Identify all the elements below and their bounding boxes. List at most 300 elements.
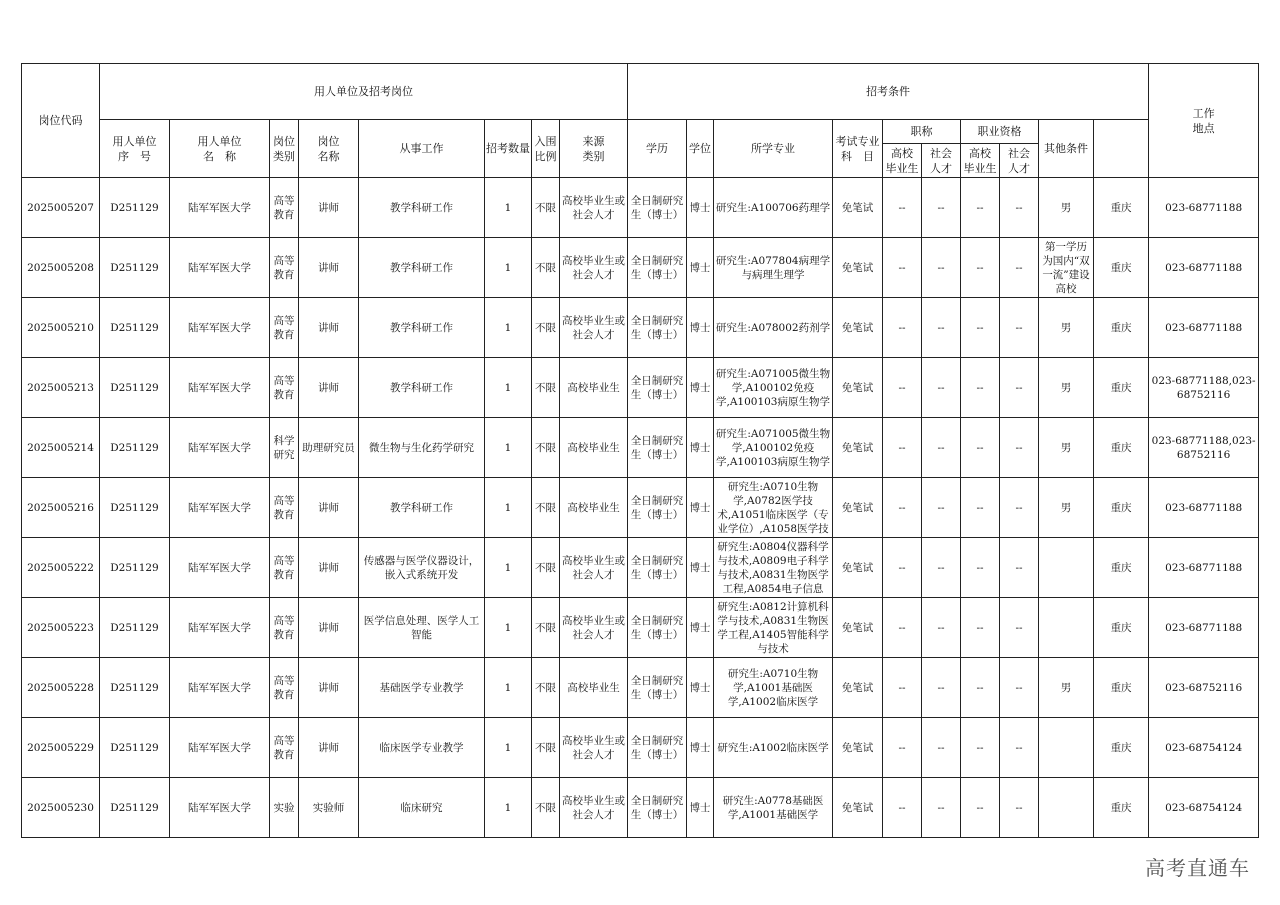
cell-employer-name-text: 陆军军医大学 bbox=[188, 201, 251, 214]
cell-employer-no-text: D251129 bbox=[110, 501, 159, 514]
cell-post-code-text: 2025005230 bbox=[27, 801, 94, 814]
cell-post-name-text: 讲师 bbox=[318, 381, 339, 394]
cell-employer-name bbox=[170, 418, 270, 478]
cell-qual-grad bbox=[961, 418, 1000, 478]
cell-work-place bbox=[1094, 418, 1149, 478]
header-qual-group: 职业资格 bbox=[961, 120, 1039, 144]
cell-exam-subject bbox=[833, 358, 883, 418]
cell-post-code-text: 2025005223 bbox=[27, 621, 94, 634]
cell-source bbox=[560, 238, 628, 298]
cell-title-social-text: -- bbox=[937, 201, 945, 214]
cell-qual-grad-text: -- bbox=[976, 201, 984, 214]
cell-qual-grad-text: -- bbox=[976, 321, 984, 334]
header-employer-no: 用人单位 序 号 bbox=[100, 120, 170, 178]
cell-education-text: 全日制研究生（博士） bbox=[630, 194, 684, 221]
cell-job-content bbox=[359, 238, 485, 298]
cell-job-content-text: 医学信息处理、医学人工智能 bbox=[363, 614, 480, 641]
cell-degree bbox=[687, 658, 714, 718]
cell-recruit-count-text: 1 bbox=[504, 561, 512, 574]
cell-other bbox=[1039, 298, 1094, 358]
cell-qual-grad bbox=[961, 298, 1000, 358]
cell-title-social bbox=[922, 718, 961, 778]
cell-phone-text: 023-68752116 bbox=[1165, 681, 1243, 694]
table-row bbox=[22, 418, 1259, 478]
cell-education bbox=[628, 478, 687, 538]
cell-education-text: 全日制研究生（博士） bbox=[630, 794, 684, 821]
cell-degree-text: 博士 bbox=[689, 681, 711, 694]
cell-post-code-text: 2025005213 bbox=[27, 381, 94, 394]
cell-title-social bbox=[922, 358, 961, 418]
cell-post-name-text: 助理研究员 bbox=[302, 441, 355, 454]
cell-other bbox=[1039, 718, 1094, 778]
cell-source-text: 高校毕业生或社会人才 bbox=[562, 734, 625, 761]
cell-post-category-text: 高等 教育 bbox=[273, 254, 295, 281]
cell-recruit-count-text: 1 bbox=[504, 501, 512, 514]
cell-recruit-count-text: 1 bbox=[504, 801, 512, 814]
cell-phone bbox=[1149, 598, 1259, 658]
cell-exam-subject-text: 免笔试 bbox=[841, 741, 874, 754]
cell-title-grad bbox=[883, 178, 922, 238]
cell-post-code bbox=[22, 238, 100, 298]
cell-other bbox=[1039, 418, 1094, 478]
cell-major bbox=[714, 718, 833, 778]
cell-work-place-text: 重庆 bbox=[1110, 201, 1132, 214]
cell-title-social-text: -- bbox=[937, 681, 945, 694]
cell-work-place bbox=[1094, 538, 1149, 598]
table-row bbox=[22, 298, 1259, 358]
cell-education bbox=[628, 358, 687, 418]
cell-exam-subject-text: 免笔试 bbox=[841, 381, 874, 394]
cell-post-category bbox=[270, 778, 299, 838]
cell-major-text: 研究生:A078002药剂学 bbox=[715, 321, 831, 334]
cell-qual-social-text: -- bbox=[1015, 501, 1023, 514]
cell-post-name-text: 讲师 bbox=[318, 681, 339, 694]
cell-phone-text: 023-68771188 bbox=[1165, 501, 1243, 514]
cell-phone bbox=[1149, 478, 1259, 538]
cell-qual-social bbox=[1000, 778, 1039, 838]
cell-employer-no bbox=[100, 718, 170, 778]
cell-employer-no bbox=[100, 778, 170, 838]
cell-post-category-text: 高等 教育 bbox=[273, 194, 295, 221]
cell-phone bbox=[1149, 298, 1259, 358]
cell-title-social bbox=[922, 238, 961, 298]
cell-title-grad-text: -- bbox=[898, 381, 906, 394]
cell-ratio bbox=[532, 598, 560, 658]
cell-qual-social bbox=[1000, 358, 1039, 418]
cell-phone-text: 023-68754124 bbox=[1165, 741, 1243, 754]
cell-title-social bbox=[922, 418, 961, 478]
cell-post-code-text: 2025005229 bbox=[27, 741, 94, 754]
cell-phone bbox=[1149, 358, 1259, 418]
cell-title-grad-text: -- bbox=[898, 261, 906, 274]
header-work-place: 工作 地点 bbox=[1149, 64, 1259, 178]
cell-post-category-text: 高等 教育 bbox=[273, 494, 295, 521]
cell-major bbox=[714, 658, 833, 718]
cell-employer-no-text: D251129 bbox=[110, 561, 159, 574]
cell-major-text: 研究生:A0804仪器科学与技术,A0809电子科学与技术,A0831生物医学工程,A0854电子信息 bbox=[717, 540, 829, 595]
cell-qual-grad-text: -- bbox=[976, 801, 984, 814]
cell-major bbox=[714, 598, 833, 658]
cell-source bbox=[560, 478, 628, 538]
cell-job-content bbox=[359, 418, 485, 478]
cell-title-grad-text: -- bbox=[898, 321, 906, 334]
cell-phone bbox=[1149, 658, 1259, 718]
cell-exam-subject bbox=[833, 238, 883, 298]
cell-employer-no bbox=[100, 238, 170, 298]
cell-source bbox=[560, 298, 628, 358]
cell-job-content-text: 临床研究 bbox=[400, 801, 443, 814]
cell-degree bbox=[687, 598, 714, 658]
cell-other-text: 第一学历为国内“双一流”建设高校 bbox=[1042, 240, 1090, 295]
header-ratio: 入围 比例 bbox=[532, 120, 560, 178]
cell-qual-grad bbox=[961, 658, 1000, 718]
cell-work-place bbox=[1094, 598, 1149, 658]
cell-post-category-text: 高等 教育 bbox=[273, 314, 295, 341]
cell-ratio bbox=[532, 478, 560, 538]
cell-post-code-text: 2025005228 bbox=[27, 681, 94, 694]
header-qual-grad: 高校 毕业生 bbox=[961, 144, 1000, 178]
cell-post-name-text: 实验师 bbox=[312, 801, 345, 814]
cell-recruit-count bbox=[485, 358, 532, 418]
cell-ratio bbox=[532, 358, 560, 418]
cell-job-content bbox=[359, 598, 485, 658]
cell-post-name-text: 讲师 bbox=[318, 201, 339, 214]
cell-qual-social bbox=[1000, 478, 1039, 538]
cell-title-social bbox=[922, 598, 961, 658]
cell-title-social-text: -- bbox=[937, 441, 945, 454]
cell-ratio-text: 不限 bbox=[535, 261, 556, 274]
cell-education bbox=[628, 658, 687, 718]
cell-post-category-text: 高等 教育 bbox=[273, 554, 295, 581]
cell-post-code bbox=[22, 178, 100, 238]
cell-source bbox=[560, 778, 628, 838]
cell-job-content bbox=[359, 778, 485, 838]
cell-post-name-text: 讲师 bbox=[318, 561, 339, 574]
cell-post-category bbox=[270, 478, 299, 538]
cell-title-grad bbox=[883, 538, 922, 598]
cell-recruit-count bbox=[485, 298, 532, 358]
cell-phone-text: 023-68771188,023-68752116 bbox=[1151, 374, 1256, 401]
cell-post-code bbox=[22, 778, 100, 838]
cell-education bbox=[628, 238, 687, 298]
cell-ratio-text: 不限 bbox=[535, 681, 556, 694]
cell-title-grad-text: -- bbox=[898, 741, 906, 754]
cell-employer-no bbox=[100, 298, 170, 358]
cell-title-grad-text: -- bbox=[898, 681, 906, 694]
cell-other bbox=[1039, 178, 1094, 238]
cell-post-category-text: 科学 研究 bbox=[273, 434, 295, 461]
cell-employer-name-text: 陆军军医大学 bbox=[188, 321, 251, 334]
cell-recruit-count bbox=[485, 478, 532, 538]
cell-post-code-text: 2025005207 bbox=[27, 201, 94, 214]
cell-post-name-text: 讲师 bbox=[318, 741, 339, 754]
cell-phone-text: 023-68771188 bbox=[1165, 201, 1243, 214]
cell-title-social-text: -- bbox=[937, 321, 945, 334]
cell-degree bbox=[687, 178, 714, 238]
cell-qual-grad bbox=[961, 178, 1000, 238]
cell-post-name bbox=[299, 478, 359, 538]
cell-qual-grad bbox=[961, 718, 1000, 778]
cell-education bbox=[628, 778, 687, 838]
header-post-code: 岗位代码 bbox=[22, 64, 100, 178]
cell-post-category bbox=[270, 418, 299, 478]
cell-work-place bbox=[1094, 778, 1149, 838]
cell-qual-social bbox=[1000, 658, 1039, 718]
cell-other bbox=[1039, 478, 1094, 538]
cell-other-text: 男 bbox=[1060, 381, 1072, 394]
cell-employer-name bbox=[170, 658, 270, 718]
cell-exam-subject bbox=[833, 538, 883, 598]
cell-major-text: 研究生:A0710生物学,A0782医学技术,A1051临床医学（专业学位）,A1058医学技 bbox=[717, 480, 829, 535]
cell-employer-name bbox=[170, 478, 270, 538]
cell-title-social-text: -- bbox=[937, 261, 945, 274]
cell-employer-no-text: D251129 bbox=[110, 201, 159, 214]
cell-post-code-text: 2025005210 bbox=[27, 321, 94, 334]
cell-job-content-text: 传感器与医学仪器设计，嵌入式系统开发 bbox=[363, 554, 480, 581]
cell-title-grad-text: -- bbox=[898, 501, 906, 514]
cell-source-text: 高校毕业生或社会人才 bbox=[562, 254, 625, 281]
cell-qual-grad-text: -- bbox=[976, 741, 984, 754]
header-conditions-group: 招考条件 bbox=[628, 64, 1149, 120]
cell-ratio bbox=[532, 178, 560, 238]
cell-ratio bbox=[532, 298, 560, 358]
cell-employer-no bbox=[100, 478, 170, 538]
cell-employer-name bbox=[170, 238, 270, 298]
cell-post-name bbox=[299, 538, 359, 598]
cell-work-place bbox=[1094, 718, 1149, 778]
cell-exam-subject-text: 免笔试 bbox=[841, 441, 874, 454]
cell-employer-name bbox=[170, 358, 270, 418]
cell-post-code bbox=[22, 358, 100, 418]
header-major: 所学专业 bbox=[714, 120, 833, 178]
cell-job-content-text: 教学科研工作 bbox=[390, 261, 453, 274]
cell-other bbox=[1039, 658, 1094, 718]
cell-recruit-count-text: 1 bbox=[504, 381, 512, 394]
cell-other bbox=[1039, 238, 1094, 298]
cell-post-category-text: 高等 教育 bbox=[273, 674, 295, 701]
cell-major bbox=[714, 178, 833, 238]
cell-qual-grad bbox=[961, 238, 1000, 298]
cell-title-grad-text: -- bbox=[898, 561, 906, 574]
cell-other-text: 男 bbox=[1060, 681, 1072, 694]
cell-education-text: 全日制研究生（博士） bbox=[630, 734, 684, 761]
cell-post-category bbox=[270, 238, 299, 298]
cell-qual-social bbox=[1000, 718, 1039, 778]
cell-source bbox=[560, 658, 628, 718]
cell-post-name bbox=[299, 178, 359, 238]
cell-post-category bbox=[270, 358, 299, 418]
cell-job-content bbox=[359, 178, 485, 238]
cell-title-social-text: -- bbox=[937, 501, 945, 514]
cell-employer-no-text: D251129 bbox=[110, 321, 159, 334]
cell-work-place-text: 重庆 bbox=[1110, 621, 1132, 634]
cell-post-name bbox=[299, 238, 359, 298]
cell-post-code bbox=[22, 418, 100, 478]
cell-employer-name bbox=[170, 178, 270, 238]
cell-qual-social bbox=[1000, 178, 1039, 238]
cell-other-text: 男 bbox=[1060, 441, 1072, 454]
cell-employer-name bbox=[170, 538, 270, 598]
cell-job-content-text: 教学科研工作 bbox=[390, 381, 453, 394]
cell-employer-name-text: 陆军军医大学 bbox=[188, 261, 251, 274]
cell-work-place bbox=[1094, 178, 1149, 238]
cell-work-place bbox=[1094, 238, 1149, 298]
cell-other-text: 男 bbox=[1060, 201, 1072, 214]
table-row bbox=[22, 658, 1259, 718]
table-row bbox=[22, 538, 1259, 598]
cell-degree-text: 博士 bbox=[689, 501, 711, 514]
cell-employer-no bbox=[100, 658, 170, 718]
cell-post-code bbox=[22, 718, 100, 778]
cell-title-social-text: -- bbox=[937, 561, 945, 574]
cell-work-place-text: 重庆 bbox=[1110, 801, 1132, 814]
cell-qual-grad-text: -- bbox=[976, 501, 984, 514]
cell-phone bbox=[1149, 778, 1259, 838]
cell-employer-name bbox=[170, 598, 270, 658]
cell-post-name bbox=[299, 778, 359, 838]
cell-title-social bbox=[922, 778, 961, 838]
header-post-category: 岗位 类别 bbox=[270, 120, 299, 178]
cell-phone-text: 023-68771188 bbox=[1165, 621, 1243, 634]
cell-degree-text: 博士 bbox=[689, 621, 711, 634]
cell-phone bbox=[1149, 238, 1259, 298]
cell-qual-grad-text: -- bbox=[976, 561, 984, 574]
table-row bbox=[22, 178, 1259, 238]
cell-title-social bbox=[922, 298, 961, 358]
header-employer-group: 用人单位及招考岗位 bbox=[100, 64, 628, 120]
table-row bbox=[22, 238, 1259, 298]
cell-work-place-text: 重庆 bbox=[1110, 561, 1132, 574]
header-education: 学历 bbox=[628, 120, 687, 178]
cell-post-code-text: 2025005208 bbox=[27, 261, 94, 274]
cell-major bbox=[714, 778, 833, 838]
cell-recruit-count-text: 1 bbox=[504, 261, 512, 274]
cell-exam-subject-text: 免笔试 bbox=[841, 561, 874, 574]
cell-degree-text: 博士 bbox=[689, 801, 711, 814]
header-other: 其他条件 bbox=[1039, 120, 1094, 178]
cell-work-place-text: 重庆 bbox=[1110, 381, 1132, 394]
cell-employer-no-text: D251129 bbox=[110, 381, 159, 394]
cell-job-content-text: 临床医学专业教学 bbox=[379, 741, 464, 754]
cell-employer-name-text: 陆军军医大学 bbox=[188, 621, 251, 634]
cell-degree bbox=[687, 718, 714, 778]
cell-work-place-text: 重庆 bbox=[1110, 681, 1132, 694]
cell-title-grad-text: -- bbox=[898, 441, 906, 454]
cell-title-grad-text: -- bbox=[898, 621, 906, 634]
table-row bbox=[22, 358, 1259, 418]
cell-employer-no-text: D251129 bbox=[110, 741, 159, 754]
cell-source bbox=[560, 718, 628, 778]
cell-education bbox=[628, 418, 687, 478]
cell-ratio bbox=[532, 418, 560, 478]
header-recruit-count: 招考数量 bbox=[485, 120, 532, 178]
cell-major-text: 研究生:A1002临床医学 bbox=[717, 741, 829, 754]
cell-title-grad-text: -- bbox=[898, 201, 906, 214]
cell-major-text: 研究生:A100706药理学 bbox=[715, 201, 831, 214]
cell-major bbox=[714, 478, 833, 538]
cell-qual-grad-text: -- bbox=[976, 261, 984, 274]
cell-degree-text: 博士 bbox=[689, 741, 711, 754]
cell-employer-name-text: 陆军军医大学 bbox=[188, 561, 251, 574]
cell-job-content-text: 微生物与生化药学研究 bbox=[369, 441, 474, 454]
cell-title-grad bbox=[883, 298, 922, 358]
cell-title-social bbox=[922, 658, 961, 718]
cell-qual-grad bbox=[961, 598, 1000, 658]
cell-employer-no bbox=[100, 598, 170, 658]
cell-title-social bbox=[922, 538, 961, 598]
cell-title-grad bbox=[883, 358, 922, 418]
cell-title-grad bbox=[883, 478, 922, 538]
cell-other bbox=[1039, 598, 1094, 658]
cell-title-social-text: -- bbox=[937, 621, 945, 634]
cell-post-category bbox=[270, 718, 299, 778]
header-qual-social: 社会 人才 bbox=[1000, 144, 1039, 178]
cell-post-code bbox=[22, 538, 100, 598]
header-post-name: 岗位 名称 bbox=[299, 120, 359, 178]
cell-qual-social bbox=[1000, 238, 1039, 298]
cell-recruit-count bbox=[485, 178, 532, 238]
cell-degree-text: 博士 bbox=[689, 381, 711, 394]
cell-degree bbox=[687, 358, 714, 418]
cell-exam-subject-text: 免笔试 bbox=[841, 681, 874, 694]
cell-ratio-text: 不限 bbox=[535, 621, 556, 634]
cell-degree-text: 博士 bbox=[689, 321, 711, 334]
cell-degree bbox=[687, 298, 714, 358]
cell-exam-subject bbox=[833, 298, 883, 358]
cell-ratio-text: 不限 bbox=[535, 441, 556, 454]
table-row bbox=[22, 478, 1259, 538]
cell-qual-grad-text: -- bbox=[976, 681, 984, 694]
cell-post-name bbox=[299, 358, 359, 418]
cell-post-code bbox=[22, 298, 100, 358]
cell-phone bbox=[1149, 718, 1259, 778]
cell-qual-social-text: -- bbox=[1015, 561, 1023, 574]
cell-employer-no-text: D251129 bbox=[110, 801, 159, 814]
cell-education-text: 全日制研究生（博士） bbox=[630, 254, 684, 281]
cell-employer-name bbox=[170, 298, 270, 358]
cell-title-grad bbox=[883, 238, 922, 298]
header-exam-subject: 考试专业 科 目 bbox=[833, 120, 883, 178]
cell-post-category bbox=[270, 178, 299, 238]
cell-exam-subject-text: 免笔试 bbox=[841, 501, 874, 514]
cell-title-social-text: -- bbox=[937, 741, 945, 754]
cell-degree-text: 博士 bbox=[689, 261, 711, 274]
cell-major-text: 研究生:A071005微生物学,A100102免疫学,A100103病原生物学 bbox=[715, 367, 831, 408]
header-title-grad: 高校 毕业生 bbox=[883, 144, 922, 178]
cell-title-social bbox=[922, 478, 961, 538]
cell-major bbox=[714, 298, 833, 358]
cell-qual-grad bbox=[961, 478, 1000, 538]
cell-work-place-text: 重庆 bbox=[1110, 441, 1132, 454]
cell-title-social bbox=[922, 178, 961, 238]
cell-other bbox=[1039, 538, 1094, 598]
cell-post-name-text: 讲师 bbox=[318, 321, 339, 334]
cell-exam-subject-text: 免笔试 bbox=[841, 321, 874, 334]
cell-employer-name bbox=[170, 778, 270, 838]
cell-post-name bbox=[299, 418, 359, 478]
cell-post-category-text: 高等 教育 bbox=[273, 734, 295, 761]
cell-job-content bbox=[359, 358, 485, 418]
cell-other bbox=[1039, 778, 1094, 838]
cell-source-text: 高校毕业生 bbox=[567, 441, 620, 454]
cell-education bbox=[628, 298, 687, 358]
cell-major-text: 研究生:A071005微生物学,A100102免疫学,A100103病原生物学 bbox=[715, 427, 831, 468]
cell-exam-subject-text: 免笔试 bbox=[841, 621, 874, 634]
header-employer-name: 用人单位 名 称 bbox=[170, 120, 270, 178]
cell-qual-social-text: -- bbox=[1015, 681, 1023, 694]
cell-qual-social bbox=[1000, 298, 1039, 358]
cell-degree bbox=[687, 418, 714, 478]
